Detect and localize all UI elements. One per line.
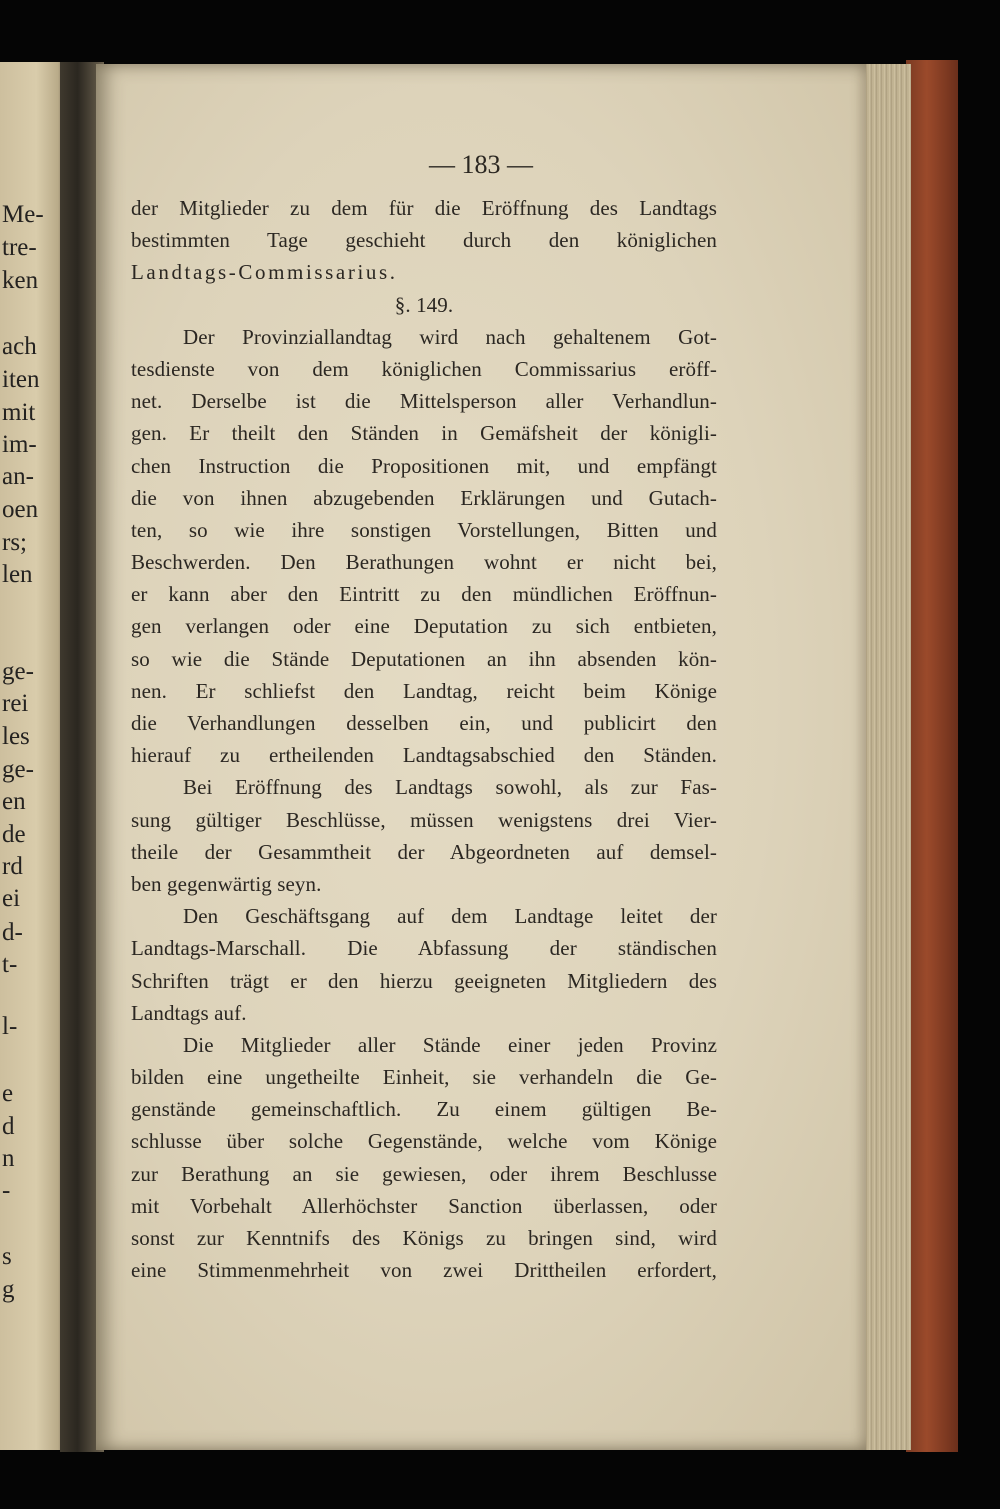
facing-fragment: s	[2, 1243, 12, 1270]
facing-fragment: Me-	[2, 201, 44, 228]
text-line: eine Stimmenmehrheit von zwei Drittheilen erfordert,	[131, 1258, 717, 1283]
facing-fragment: oen	[2, 496, 39, 523]
text-line: ten, so wie ihre sonstigen Vorstellungen, Bitten und	[131, 517, 717, 542]
facing-fragment: ach	[2, 333, 37, 360]
text-line: zur Berathung an sie gewiesen, oder ihrem Beschlusse	[131, 1161, 717, 1186]
text-line: Der Provinziallandtag wird nach gehaltenem Got-	[183, 324, 717, 349]
book-cover-edge	[906, 60, 958, 1452]
text-line: er kann aber den Eintritt zu den mündlichen Eröffnun-	[131, 582, 717, 607]
text-line: die von ihnen abzugebenden Erklärungen und Gutach-	[131, 485, 717, 510]
facing-fragment: im-	[2, 431, 37, 458]
text-line: chen Instruction die Propositionen mit, und empfängt	[131, 453, 717, 478]
text-line: Die Mitglieder aller Stände einer jeden Provinz	[183, 1032, 717, 1057]
facing-fragment: iten	[2, 366, 40, 393]
page-edge-stack	[862, 64, 911, 1450]
text-line: schlusse über solche Gegenstände, welche vom Könige	[131, 1129, 717, 1154]
facing-fragment: rd	[2, 853, 23, 880]
facing-fragment: tre-	[2, 234, 37, 261]
text-line: Landtags auf.	[131, 1000, 247, 1025]
text-line: mit Vorbehalt Allerhöchster Sanction überlassen, oder	[131, 1193, 717, 1218]
facing-fragment: ge-	[2, 658, 34, 685]
page-number: — 183 —	[429, 150, 533, 179]
text-line: hierauf zu ertheilenden Landtagsabschied den Ständen.	[131, 743, 717, 768]
text-line: der Mitglieder zu dem für die Eröffnung des Landtags	[131, 196, 717, 220]
facing-fragment: n	[2, 1145, 15, 1172]
text-line: sung gültiger Beschlüsse, müssen wenigstens drei Vier-	[131, 807, 717, 832]
text-line: Den Geschäftsgang auf dem Landtage leitet der	[183, 904, 717, 929]
facing-page-edge	[0, 62, 66, 1450]
facing-fragment: -	[2, 1177, 11, 1204]
facing-fragment: an-	[2, 463, 34, 490]
section-heading: §. 149.	[394, 292, 454, 317]
facing-fragment: ge-	[2, 756, 34, 783]
text-line: bestimmten Tage geschieht durch den königlichen	[131, 228, 717, 253]
text-line: theile der Gesammtheit der Abgeordneten auf demsel-	[131, 839, 717, 864]
facing-fragment: ken	[2, 267, 39, 294]
text-line: Landtags-Commissarius.	[131, 260, 398, 285]
facing-fragment: mit	[2, 399, 36, 426]
text-line: Bei Eröffnung des Landtags sowohl, als zur Fas-	[183, 775, 717, 800]
text-line: genstände gemeinschaftlich. Zu einem gültigen Be-	[131, 1097, 717, 1122]
facing-fragment: t-	[2, 951, 18, 978]
text-line: so wie die Stände Deputationen an ihn absenden kön-	[131, 646, 717, 671]
text-line: tesdienste von dem königlichen Commissarius eröff-	[131, 356, 717, 381]
facing-fragment: e	[2, 1080, 14, 1107]
facing-fragment: en	[2, 788, 26, 815]
facing-fragment: g	[2, 1276, 15, 1303]
text-line: gen. Er theilt den Ständen in Gemäfsheit der königli-	[131, 421, 717, 446]
text-line: bilden eine ungetheilte Einheit, sie verhandeln die Ge-	[131, 1065, 717, 1090]
text-line: gen verlangen oder eine Deputation zu sich entbieten,	[131, 614, 717, 639]
facing-fragment: d-	[2, 919, 23, 946]
text-line: ben gegenwärtig seyn.	[131, 871, 322, 896]
text-line: Beschwerden. Den Berathungen wohnt er nicht bei,	[131, 550, 717, 575]
text-line: Landtags-Marschall. Die Abfassung der ständischen	[131, 936, 717, 961]
text-line: sonst zur Kenntnifs des Königs zu bringen sind, wird	[131, 1226, 717, 1250]
facing-fragment: l-	[2, 1013, 18, 1040]
facing-fragment: ei	[2, 885, 21, 912]
facing-fragment: rei	[2, 690, 29, 717]
page-body-text	[131, 192, 717, 1286]
text-line: nen. Er schliefst den Landtag, reicht beim Könige	[131, 678, 717, 703]
text-line: net. Derselbe ist die Mittelsperson aller Verhandlun-	[131, 389, 717, 414]
facing-fragment: les	[2, 723, 30, 750]
facing-fragment: d	[2, 1113, 15, 1140]
facing-fragment: len	[2, 561, 33, 588]
text-line: die Verhandlungen desselben ein, und publicirt den	[131, 711, 717, 735]
facing-fragment: de	[2, 821, 26, 848]
facing-fragment: rs;	[2, 529, 27, 556]
text-line: Schriften trägt er den hierzu geeigneten Mitgliedern des	[131, 968, 717, 993]
